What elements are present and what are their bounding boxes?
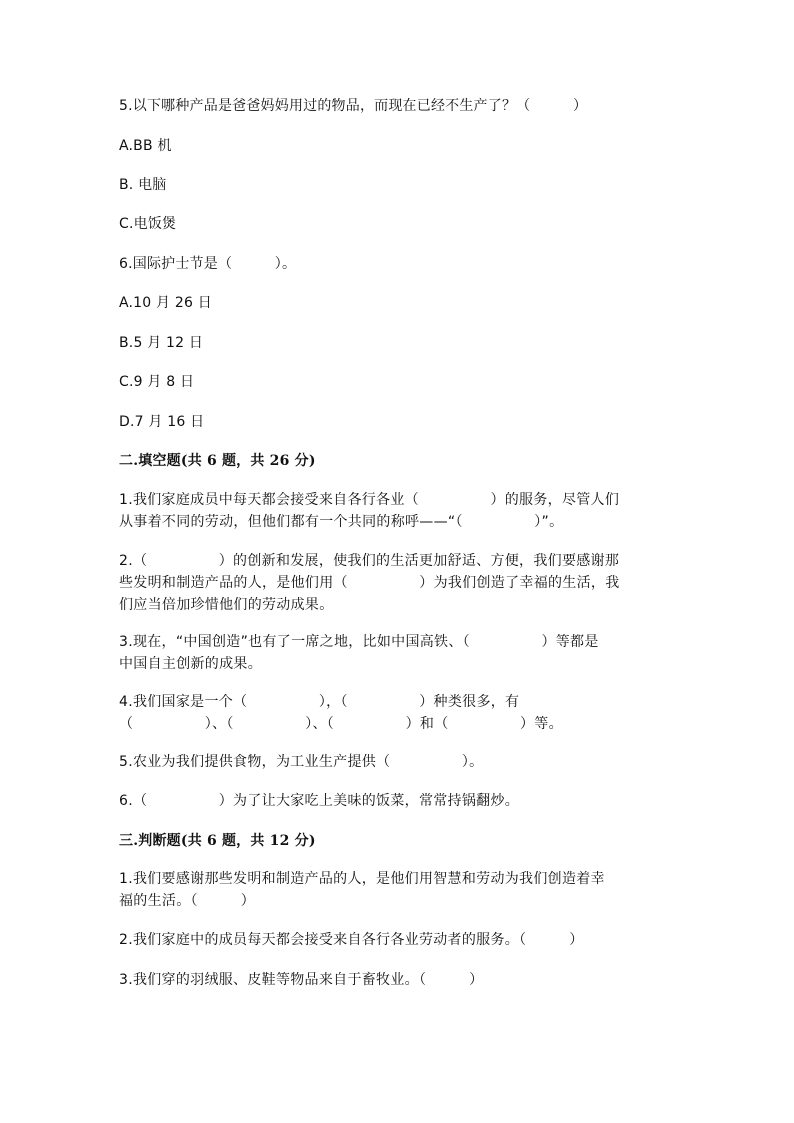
option-c: C.9 月 8 日	[119, 374, 195, 390]
item-line: 4.我们国家是一个（ ），（ ）种类很多，有	[119, 694, 520, 710]
option-c: C.电饭煲	[119, 216, 177, 232]
item-line: 从事着不同的劳动，但他们都有一个共同的称呼——“（ ）”。	[119, 514, 564, 530]
true-false-item-2	[119, 929, 675, 951]
section-2-heading: 二.填空题(共 6 题，共 26 分)	[119, 453, 316, 469]
item-line: 中国自主创新的成果。	[119, 656, 262, 672]
item-line: 6.（ ）为了让大家吃上美味的饭菜，常常持锅翻炒。	[119, 793, 520, 809]
item-line: 2.我们家庭中的成员每天都会接受来自各行各业劳动者的服务。（ ）	[119, 932, 584, 948]
item-line: 1.我们家庭成员中每天都会接受来自各行各业（ ）的服务，尽管人们	[119, 492, 620, 508]
item-line: 们应当倍加珍惜他们的劳动成果。	[119, 597, 334, 613]
fill-blank-item-3	[119, 631, 675, 675]
fill-blank-item-4	[119, 691, 675, 735]
option-a: A.BB 机	[119, 138, 172, 154]
item-line: 福的生活。（ ）	[119, 893, 255, 909]
item-line: 5.农业为我们提供食物，为工业生产提供（ ）。	[119, 754, 484, 770]
fill-blank-item-2	[119, 550, 675, 616]
item-line: 3.现在，“中国创造”也有了一席之地，比如中国高铁、（ ）等都是	[119, 634, 599, 650]
option-b: B. 电脑	[119, 177, 167, 193]
item-line: 3.我们穿的羽绒服、皮鞋等物品来自于畜牧业。（ ）	[119, 972, 484, 988]
fill-blank-item-1	[119, 489, 675, 533]
item-line: 2.（ ）的创新和发展，使我们的生活更加舒适、方便，我们要感谢那	[119, 553, 620, 569]
question-6-text: 6.国际护士节是（ ）。	[119, 256, 297, 272]
fill-blank-item-6	[119, 790, 675, 812]
item-line: （ ）、（ ）、（ ）和（ ）等。	[119, 716, 563, 732]
fill-blank-item-5	[119, 751, 675, 773]
option-a: A.10 月 26 日	[119, 295, 212, 311]
option-d: D.7 月 16 日	[119, 414, 205, 430]
question-5-text: 5.以下哪种产品是爸爸妈妈用过的物品，而现在已经不生产了？（ ）	[119, 98, 588, 114]
true-false-item-1	[119, 868, 675, 912]
item-line: 1.我们要感谢那些发明和制造产品的人，是他们用智慧和劳动为我们创造着幸	[119, 871, 605, 887]
true-false-item-3	[119, 969, 675, 991]
item-line: 些发明和制造产品的人，是他们用（ ）为我们创造了幸福的生活，我	[119, 575, 620, 591]
section-3-heading: 三.判断题(共 6 题，共 12 分)	[119, 833, 316, 849]
option-b: B.5 月 12 日	[119, 335, 204, 351]
